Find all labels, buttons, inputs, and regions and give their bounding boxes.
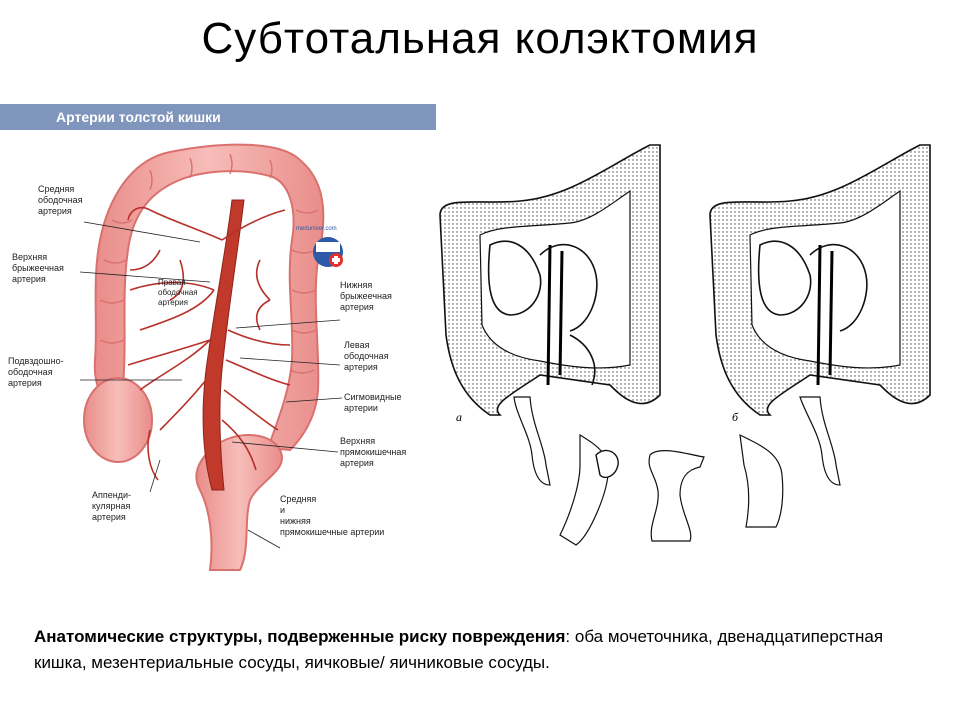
panel-middle-drawing xyxy=(649,451,704,541)
label-right-colic: Правая ободочная артерия xyxy=(158,278,198,307)
panel-b-drawing xyxy=(710,145,930,527)
slide-title: Субтотальная колэктомия xyxy=(201,14,759,63)
panel-a-drawing xyxy=(440,145,660,545)
caption-bold: Анатомические структуры, подверженные риску повреждения xyxy=(34,627,566,646)
label-superior-mesenteric: Верхняя брыжеечная артерия xyxy=(12,252,64,284)
watermark-text: meduniver.com xyxy=(296,226,337,232)
colectomy-line-drawings xyxy=(420,135,950,555)
colon-arteries-figure xyxy=(0,130,436,580)
label-middle-inferior-rectal: Средняя и нижняя прямокишечные артерии xyxy=(280,494,385,537)
watermark-logo xyxy=(313,237,343,267)
caption xyxy=(34,624,934,676)
label-appendicular: Аппенди- кулярная артерия xyxy=(92,490,132,522)
figure-banner: Артерии толстой кишки xyxy=(0,104,436,130)
panel-b-label: б xyxy=(732,410,739,424)
caption-rest: : оба мочеточника, двенадцатиперстная кишка, мезентериальные сосуды, яичковые/ яичниковые сосуды. xyxy=(34,627,884,672)
label-middle-colic: Средняя ободочная артерия xyxy=(38,184,83,216)
label-sigmoid: Сигмовидные артерии xyxy=(344,392,402,413)
caecum xyxy=(84,378,152,462)
label-left-colic: Левая ободочная артерия xyxy=(344,340,389,372)
panel-a-label: а xyxy=(456,410,462,424)
label-inferior-mesenteric: Нижняя брыжеечная артерия xyxy=(340,280,392,312)
label-superior-rectal: Верхняя прямокишечная артерия xyxy=(340,436,407,468)
label-ileocolic: Подвздошно- ободочная артерия xyxy=(8,356,64,388)
colectomy-illustration xyxy=(420,135,950,555)
